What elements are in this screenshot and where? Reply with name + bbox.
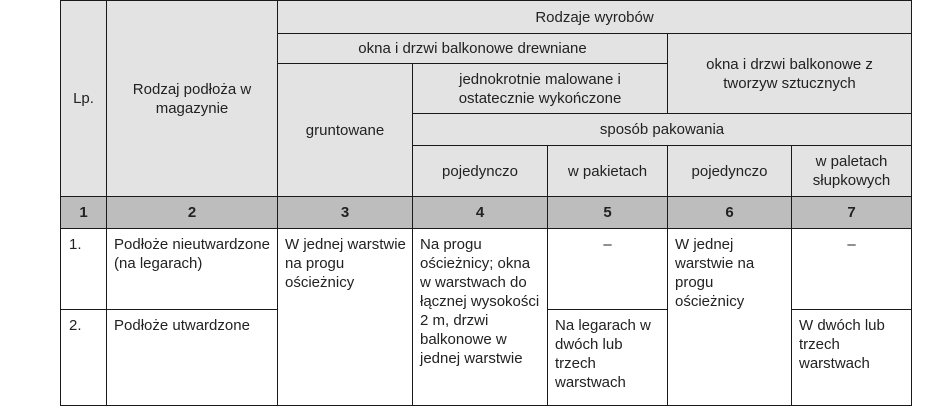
storage-requirements-table [60, 0, 912, 406]
header-pojedynczo-2: pojedynczo [668, 146, 792, 197]
row-2-lp: 2. [61, 310, 107, 406]
header-malowane: jednokrotnie malowane i ostatecznie wykończone [413, 64, 668, 114]
row-2-w-pakietach: Na legarach w dwóch lub trzech warstwach [548, 310, 668, 406]
cell-malowane-pojedynczo: Na progu ościeżnicy; okna w warstwach do łącznej wysokości 2 m, drzwi balkonowe w jednej warstwie [413, 229, 548, 406]
row-1-podloze: Podłoże nieutwardzone (na legarach) [107, 229, 278, 310]
column-number-5: 5 [548, 197, 668, 229]
row-1-w-pakietach: – [548, 229, 668, 310]
cell-gruntowane: W jednej warstwie na progu ościeżnicy [278, 229, 413, 406]
header-gruntowane: gruntowane [278, 64, 413, 197]
header-sposob-pakowania: sposób pakowania [413, 114, 912, 146]
row-1-w-paletach: – [792, 229, 912, 310]
header-rodzaje-wyrobow: Rodzaje wyrobów [278, 1, 912, 34]
header-w-paletach: w paletach słupkowych [792, 146, 912, 197]
storage-table-container [60, 0, 912, 406]
column-number-4: 4 [413, 197, 548, 229]
header-rodzaj-podloza: Rodzaj podłoża w magazynie [107, 1, 278, 197]
column-number-7: 7 [792, 197, 912, 229]
header-pojedynczo-1: pojedynczo [413, 146, 548, 197]
row-1-lp: 1. [61, 229, 107, 310]
header-w-pakietach: w pakietach [548, 146, 668, 197]
header-okna-tworzywo: okna i drzwi balkonowe z tworzyw sztucznych [668, 34, 912, 114]
header-okna-drewniane: okna i drzwi balkonowe drewniane [278, 34, 668, 64]
row-2-w-paletach: W dwóch lub trzech warstwach [792, 310, 912, 406]
column-number-1: 1 [61, 197, 107, 229]
header-lp: Lp. [61, 1, 107, 197]
cell-tworzywo-pojedynczo: W jednej warstwie na progu ościeżnicy [668, 229, 792, 406]
column-number-3: 3 [278, 197, 413, 229]
row-2-podloze: Podłoże utwardzone [107, 310, 278, 406]
column-number-6: 6 [668, 197, 792, 229]
column-number-2: 2 [107, 197, 278, 229]
